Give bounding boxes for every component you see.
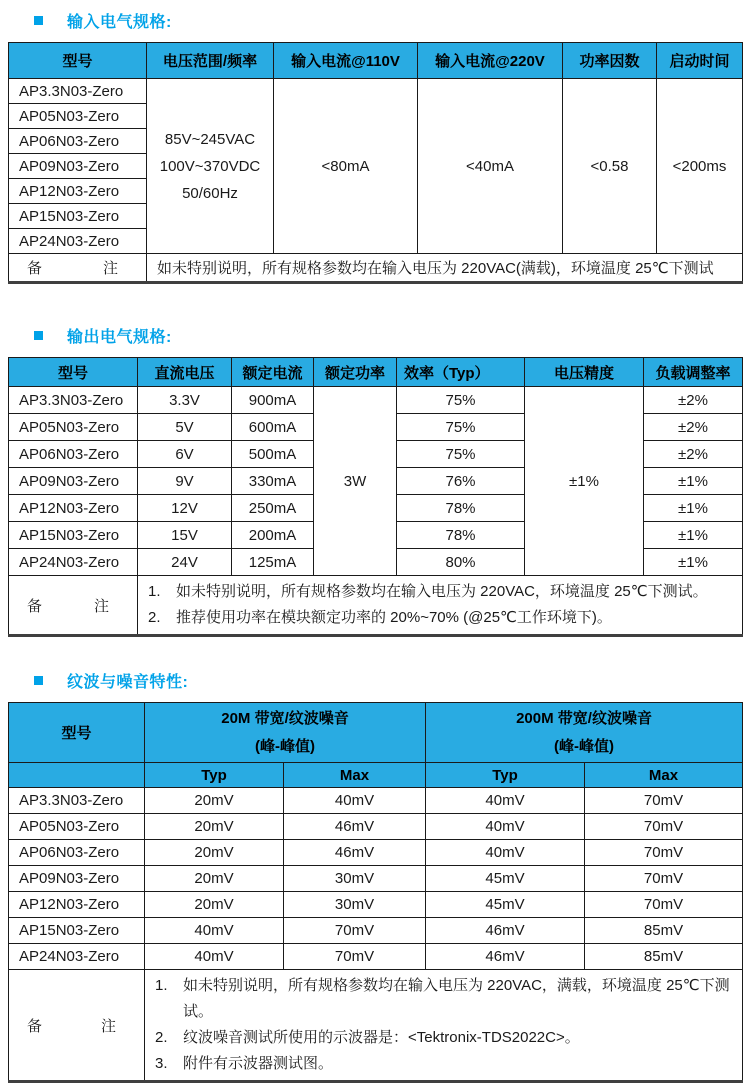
efficiency-cell: 78%	[397, 522, 525, 549]
model-cell: AP15N03-Zero	[9, 204, 147, 229]
model-cell: AP06N03-Zero	[9, 441, 138, 468]
note-body: 附件有示波器测试图。	[183, 1055, 334, 1072]
typ-200m-cell: 46mV	[426, 944, 585, 970]
max-200m-cell: 70mV	[585, 814, 743, 840]
column-header: 额定电流	[232, 358, 314, 387]
max-200m-cell: 70mV	[585, 866, 743, 892]
group-header-200m	[426, 703, 743, 763]
power-factor-cell: <0.58	[563, 79, 657, 254]
column-header: 电压范围/频率	[147, 43, 274, 79]
typ-20m-cell: 20mV	[145, 892, 284, 918]
section-title-ripple	[34, 670, 742, 691]
load-reg-cell: ±1%	[644, 468, 743, 495]
table-row	[9, 918, 743, 944]
note-line	[155, 1025, 734, 1051]
note-row	[9, 970, 743, 1082]
max-200m-cell: 85mV	[585, 918, 743, 944]
note-text-cell: 如未特别说明，所有规格参数均在输入电压为 220VAC(满载)，环境温度 25℃下测试	[147, 254, 743, 283]
ripple-noise-table	[8, 702, 743, 1083]
column-header: 输入电流@220V	[418, 43, 563, 79]
input-current-110v-cell: <80mA	[274, 79, 418, 254]
max-200m-cell: 70mV	[585, 892, 743, 918]
efficiency-cell: 75%	[397, 441, 525, 468]
column-header: 额定功率	[314, 358, 397, 387]
dc-voltage-cell: 12V	[138, 495, 232, 522]
table-header-row	[9, 43, 743, 79]
note-number: 2.	[155, 1029, 168, 1046]
efficiency-cell: 80%	[397, 549, 525, 576]
typ-20m-cell: 20mV	[145, 866, 284, 892]
table-row	[9, 866, 743, 892]
note-body: 如未特别说明，所有规格参数均在输入电压为 220VAC，环境温度 25℃下测试。	[176, 583, 708, 600]
note-number: 1.	[155, 977, 168, 994]
empty-header-cell	[9, 763, 145, 788]
max-20m-cell: 70mV	[284, 918, 426, 944]
section-title-text: 输出电气规格:	[67, 329, 172, 346]
input-spec-table	[8, 42, 743, 284]
load-reg-cell: ±2%	[644, 387, 743, 414]
rated-current-cell: 330mA	[232, 468, 314, 495]
typ-20m-cell: 40mV	[145, 944, 284, 970]
sub-header: Max	[585, 763, 743, 788]
table-subheader-row	[9, 763, 743, 788]
square-bullet-icon	[34, 331, 43, 340]
efficiency-cell: 78%	[397, 495, 525, 522]
load-reg-cell: ±1%	[644, 549, 743, 576]
note-label-cell	[9, 576, 138, 636]
model-cell: AP24N03-Zero	[9, 229, 147, 254]
table-row	[9, 944, 743, 970]
model-cell: AP24N03-Zero	[9, 549, 138, 576]
table-row	[9, 814, 743, 840]
input-current-220v-cell: <40mA	[418, 79, 563, 254]
typ-200m-cell: 45mV	[426, 892, 585, 918]
model-cell: AP12N03-Zero	[9, 892, 145, 918]
efficiency-cell: 75%	[397, 387, 525, 414]
note-line	[148, 605, 734, 631]
rated-current-cell: 500mA	[232, 441, 314, 468]
sub-header: Typ	[426, 763, 585, 788]
rated-current-cell: 900mA	[232, 387, 314, 414]
note-label-char: 注	[102, 260, 118, 277]
model-cell: AP3.3N03-Zero	[9, 387, 138, 414]
efficiency-cell: 75%	[397, 414, 525, 441]
section-title-input	[34, 10, 742, 31]
note-label-char: 注	[100, 1017, 116, 1035]
voltage-range-line: 50/60Hz	[182, 184, 238, 202]
max-200m-cell: 85mV	[585, 944, 743, 970]
square-bullet-icon	[34, 16, 43, 25]
group-header-line: (峰-峰值)	[554, 737, 615, 755]
note-number: 2.	[148, 609, 161, 626]
dc-voltage-cell: 15V	[138, 522, 232, 549]
note-text-cell	[138, 576, 743, 636]
max-20m-cell: 46mV	[284, 814, 426, 840]
model-cell: AP05N03-Zero	[9, 414, 138, 441]
note-label-cell	[9, 970, 145, 1082]
typ-200m-cell: 40mV	[426, 840, 585, 866]
model-cell: AP3.3N03-Zero	[9, 788, 145, 814]
table-row	[9, 79, 743, 104]
table-header-row	[9, 358, 743, 387]
dc-voltage-cell: 5V	[138, 414, 232, 441]
note-label-char: 备	[27, 597, 43, 615]
max-20m-cell: 40mV	[284, 788, 426, 814]
typ-20m-cell: 40mV	[145, 918, 284, 944]
group-header-line: (峰-峰值)	[255, 737, 315, 755]
note-label-char: 备	[27, 260, 43, 277]
column-header: 型号	[9, 358, 138, 387]
load-reg-cell: ±1%	[644, 522, 743, 549]
load-reg-cell: ±2%	[644, 441, 743, 468]
group-header-20m	[145, 703, 426, 763]
note-line	[148, 579, 734, 605]
model-cell: AP15N03-Zero	[9, 522, 138, 549]
output-spec-table	[8, 357, 743, 637]
column-header: 型号	[9, 43, 147, 79]
note-row	[9, 576, 743, 636]
dc-voltage-cell: 9V	[138, 468, 232, 495]
column-header: 型号	[9, 703, 145, 763]
voltage-accuracy-cell: ±1%	[525, 387, 644, 576]
section-title-text: 输入电气规格:	[67, 14, 172, 31]
model-cell: AP09N03-Zero	[9, 154, 147, 179]
typ-20m-cell: 20mV	[145, 788, 284, 814]
section-title-output	[34, 325, 742, 346]
column-header: 负载调整率	[644, 358, 743, 387]
model-cell: AP3.3N03-Zero	[9, 79, 147, 104]
column-header: 效率（Typ）	[397, 358, 525, 387]
note-body: 如未特别说明，所有规格参数均在输入电压为 220VAC，满载，环境温度 25℃下测试。	[183, 977, 730, 1020]
typ-20m-cell: 20mV	[145, 840, 284, 866]
rated-current-cell: 250mA	[232, 495, 314, 522]
max-20m-cell: 70mV	[284, 944, 426, 970]
typ-200m-cell: 40mV	[426, 814, 585, 840]
model-cell: AP06N03-Zero	[9, 129, 147, 154]
model-cell: AP12N03-Zero	[9, 495, 138, 522]
dc-voltage-cell: 3.3V	[138, 387, 232, 414]
sub-header: Typ	[145, 763, 284, 788]
note-number: 3.	[155, 1055, 168, 1072]
table-header-row	[9, 703, 743, 763]
column-header: 启动时间	[657, 43, 743, 79]
max-20m-cell: 46mV	[284, 840, 426, 866]
voltage-range-line: 85V~245VAC	[164, 130, 256, 148]
note-body: 纹波噪音测试所使用的示波器是：<Tektronix-TDS2022C>。	[183, 1029, 580, 1046]
table-row	[9, 387, 743, 414]
note-line	[155, 1051, 734, 1077]
note-number: 1.	[148, 583, 161, 600]
model-cell: AP05N03-Zero	[9, 104, 147, 129]
table-row	[9, 840, 743, 866]
max-20m-cell: 30mV	[284, 866, 426, 892]
note-label-char: 注	[93, 597, 109, 615]
typ-200m-cell: 46mV	[426, 918, 585, 944]
rated-current-cell: 600mA	[232, 414, 314, 441]
rated-current-cell: 125mA	[232, 549, 314, 576]
load-reg-cell: ±2%	[644, 414, 743, 441]
rated-power-cell: 3W	[314, 387, 397, 576]
rated-current-cell: 200mA	[232, 522, 314, 549]
table-row	[9, 892, 743, 918]
section-title-text: 纹波与噪音特性:	[67, 674, 189, 691]
max-200m-cell: 70mV	[585, 788, 743, 814]
note-text-cell	[145, 970, 743, 1082]
note-label-char: 备	[27, 1017, 43, 1035]
typ-200m-cell: 40mV	[426, 788, 585, 814]
model-cell: AP12N03-Zero	[9, 179, 147, 204]
model-cell: AP06N03-Zero	[9, 840, 145, 866]
note-row	[9, 254, 743, 283]
dc-voltage-cell: 6V	[138, 441, 232, 468]
voltage-range-line: 100V~370VDC	[159, 157, 261, 175]
note-line	[155, 973, 734, 1025]
typ-200m-cell: 45mV	[426, 866, 585, 892]
max-20m-cell: 30mV	[284, 892, 426, 918]
load-reg-cell: ±1%	[644, 495, 743, 522]
model-cell: AP09N03-Zero	[9, 468, 138, 495]
group-header-line: 200M 带宽/纹波噪音	[516, 709, 652, 727]
note-label-cell	[9, 254, 147, 283]
column-header: 输入电流@110V	[274, 43, 418, 79]
model-cell: AP24N03-Zero	[9, 944, 145, 970]
group-header-line: 20M 带宽/纹波噪音	[221, 709, 349, 727]
typ-20m-cell: 20mV	[145, 814, 284, 840]
column-header: 电压精度	[525, 358, 644, 387]
column-header: 直流电压	[138, 358, 232, 387]
max-200m-cell: 70mV	[585, 840, 743, 866]
square-bullet-icon	[34, 676, 43, 685]
note-body: 推荐使用功率在模块额定功率的 20%~70% (@25℃工作环境下)。	[176, 609, 612, 626]
startup-time-cell: <200ms	[657, 79, 743, 254]
column-header: 功率因数	[563, 43, 657, 79]
table-row	[9, 788, 743, 814]
voltage-range-cell	[147, 79, 274, 254]
model-cell: AP09N03-Zero	[9, 866, 145, 892]
efficiency-cell: 76%	[397, 468, 525, 495]
sub-header: Max	[284, 763, 426, 788]
model-cell: AP05N03-Zero	[9, 814, 145, 840]
model-cell: AP15N03-Zero	[9, 918, 145, 944]
dc-voltage-cell: 24V	[138, 549, 232, 576]
